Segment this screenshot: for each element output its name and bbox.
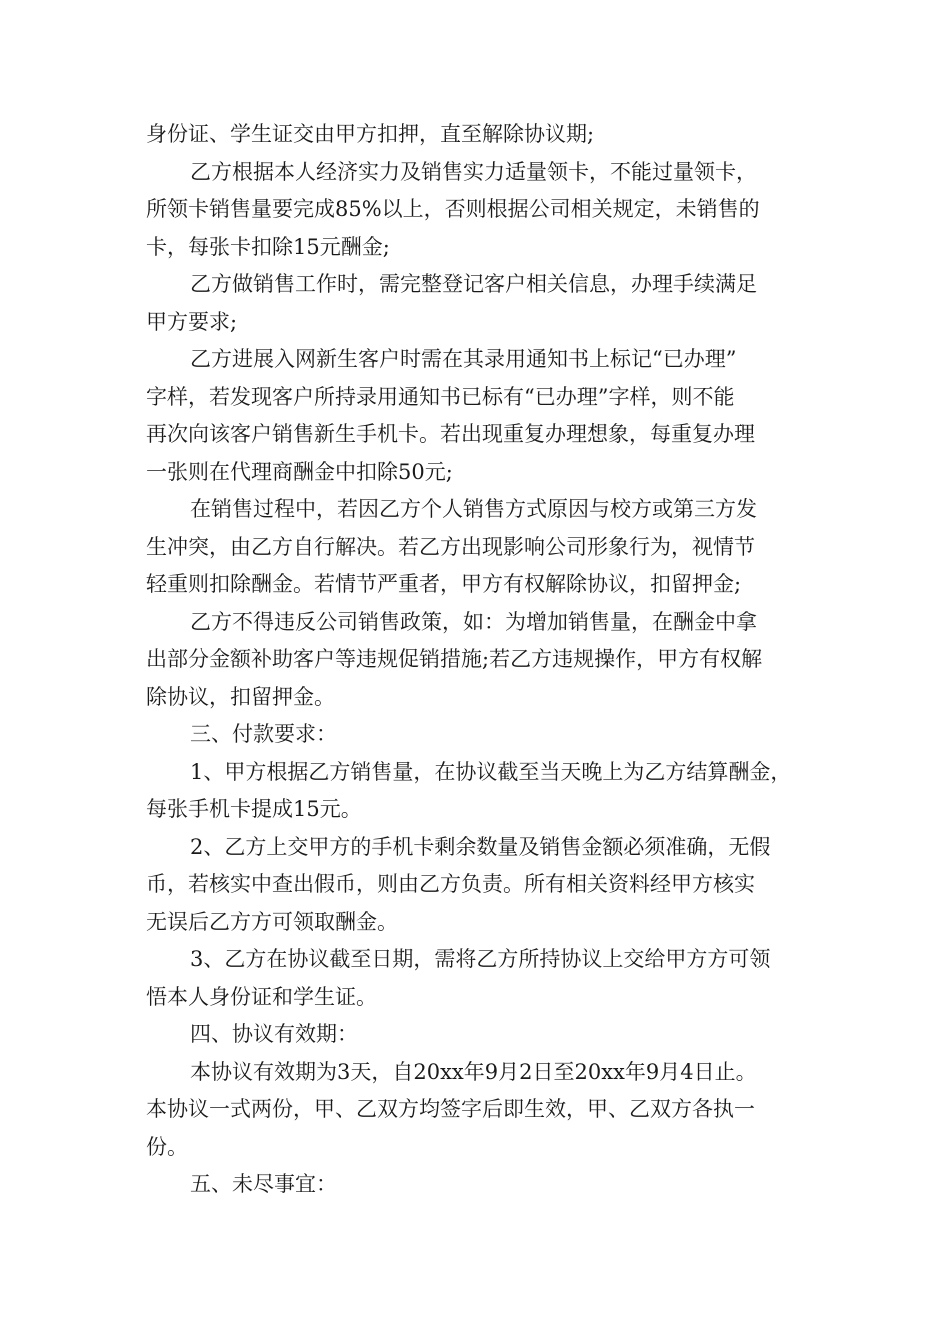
text-line: 字样，若发现客户所持录用通知书已标有“已办理”字样，则不能 [146,384,735,409]
text-line: 生冲突，由乙方自行解决。若乙方出现影响公司形象行为，视情节 [146,534,755,559]
text-line: 2、乙方上交甲方的手机卡剩余数量及销售金额必须准确，无假 [190,834,771,859]
text-line: 一张则在代理商酬金中扣除50元; [146,459,453,484]
text-line: 身份证、学生证交由甲方扣押，直至解除协议期; [146,122,595,146]
text-line: 卡，每张卡扣除15元酬金; [146,234,390,259]
text-line: 乙方根据本人经济实力及销售实力适量领卡，不能过量领卡， [190,159,757,184]
text-line: 悟本人身份证和学生证。 [146,984,377,1009]
text-line: 乙方不得违反公司销售政策，如：为增加销售量，在酬金中拿 [190,609,757,634]
text-line: 份。 [146,1134,188,1159]
text-line: 乙方进展入网新生客户时需在其录用通知书上标记“已办理” [190,347,737,371]
text-line: 每张手机卡提成15元。 [146,797,362,821]
text-line: 再次向该客户销售新生手机卡。若出现重复办理想象，每重复办理 [146,422,755,446]
section-heading: 三、付款要求： [190,722,337,746]
text-line: 1、甲方根据乙方销售量，在协议截至当天晚上为乙方结算酬金， [190,759,792,784]
text-line: 无误后乙方方可领取酬金。 [146,909,398,934]
text-line: 本协议一式两份，甲、乙双方均签字后即生效，甲、乙双方各执一 [146,1097,755,1121]
text-line: 所领卡销售量要完成85%以上，否则根据公司相关规定，未销售的 [146,197,760,221]
text-line: 除协议，扣留押金。 [146,684,335,709]
text-line: 本协议有效期为3天，自20xx年9月2日至20xx年9月4日止。 [190,1059,757,1084]
document-body [146,116,814,1204]
text-line: 出部分金额补助客户等违规促销措施;若乙方违规操作，甲方有权解 [146,647,763,671]
text-line: 乙方做销售工作时，需完整登记客户相关信息，办理手续满足 [190,272,757,296]
section-heading: 四、协议有效期： [190,1022,358,1046]
text-line: 甲方要求; [146,309,238,334]
text-line: 轻重则扣除酬金。若情节严重者，甲方有权解除协议，扣留押金; [146,572,742,596]
text-line: 币，若核实中查出假币，则由乙方负责。所有相关资料经甲方核实 [146,872,755,896]
section-heading: 五、未尽事宜： [190,1172,337,1196]
text-line: 在销售过程中，若因乙方个人销售方式原因与校方或第三方发 [190,497,757,521]
text-line: 3、乙方在协议截至日期，需将乙方所持协议上交给甲方方可领 [190,947,771,971]
